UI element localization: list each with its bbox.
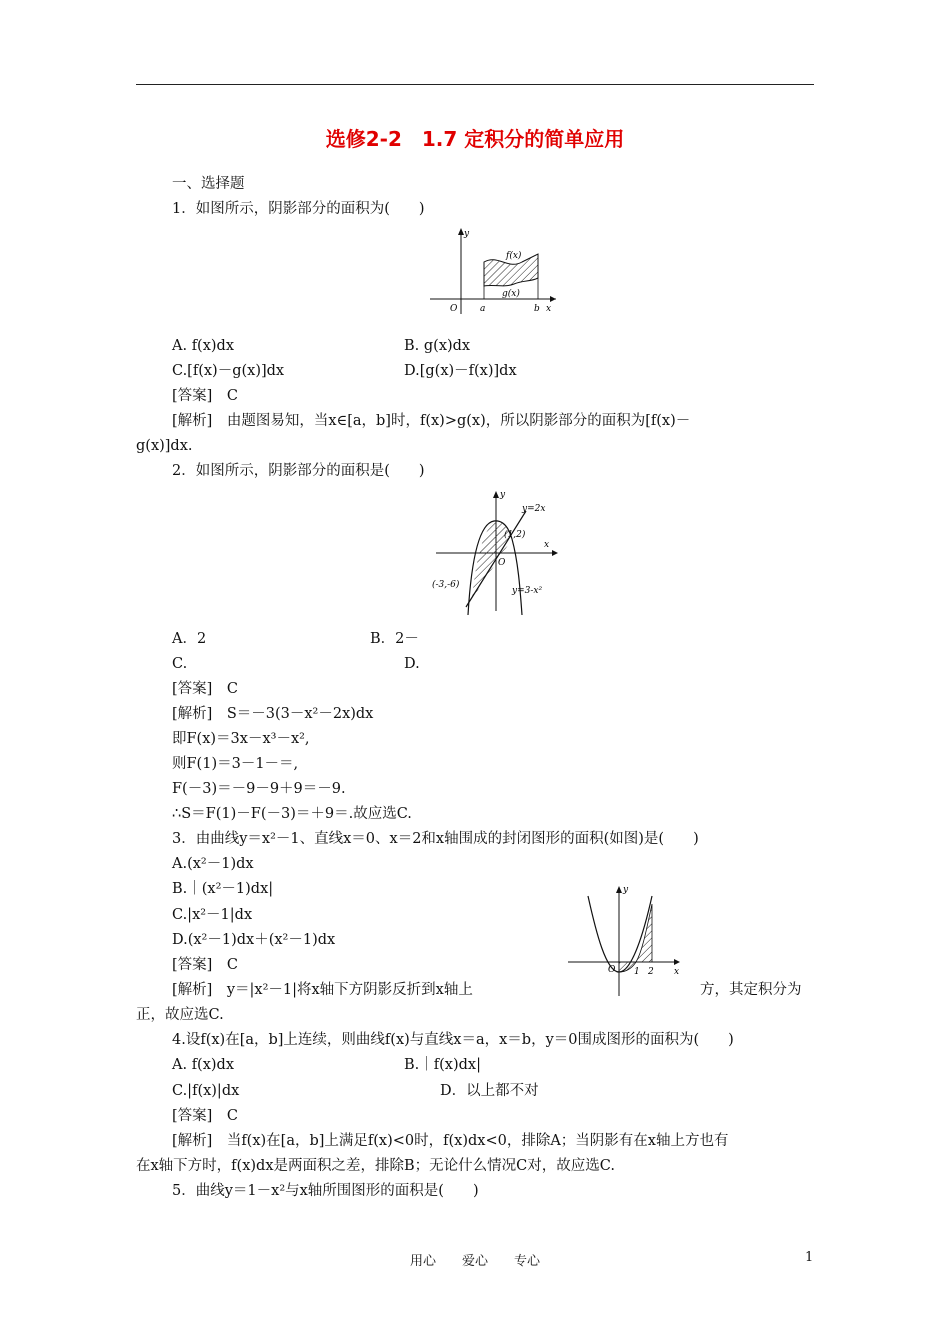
q1-fig-a: a (480, 304, 486, 314)
q4-analysis-line2: 在x轴下方时，f(x)dx是两面积之差，排除B；无论什么情况C对，故应选C. (136, 1158, 615, 1174)
q1-option-b: B. g(x)dx (404, 338, 471, 354)
page-number: 1 (805, 1250, 814, 1265)
q3-option-d: D.(x²－1)dx＋(x²－1)dx (172, 932, 336, 948)
q4-analysis-line1: [解析] 当f(x)在[a，b]上满足f(x)<0时，f(x)dx<0，排除A；当阴影有在x轴上方也有 (172, 1133, 729, 1149)
q4-option-a: A. f(x)dx (172, 1057, 235, 1073)
q1-fig-b: b (534, 304, 540, 314)
q2-option-b: B．2－ (370, 631, 419, 647)
q1-fig-g: g(x) (502, 289, 520, 299)
q1-answer: [答案] C (172, 388, 238, 404)
q3-fig-x: x (674, 967, 680, 977)
q3-option-c: C.|x²－1|dx (172, 907, 253, 923)
header-rule (136, 84, 814, 85)
q3-analysis-line1-end: 方，其定积分为 (700, 982, 802, 998)
q1-option-c: C.[f(x)－g(x)]dx (172, 363, 285, 379)
q1-fig-f: f(x) (506, 251, 522, 261)
q3-fig-origin: O (608, 965, 616, 975)
q2-option-c: C. (172, 656, 188, 672)
q5-stem: 5．曲线y＝1－x²与x轴所围图形的面积是( ) (172, 1183, 479, 1199)
footer-text: 用心 爱心 专心 (409, 1254, 540, 1269)
q4-answer: [答案] C (172, 1108, 238, 1124)
q1-fig-origin: O (450, 304, 458, 314)
q3-option-a: A.(x²－1)dx (172, 856, 254, 872)
q2-analysis-line4: F(－3)＝－9－9＋9＝－9. (172, 781, 346, 797)
q1-analysis-line1: [解析] 由题图易知，当x∈[a，b]时，f(x)>g(x)，所以阴影部分的面积为[f(x)－ (172, 413, 691, 429)
q2-answer: [答案] C (172, 681, 238, 697)
section-heading: 一、选择题 (172, 176, 245, 192)
q2-fig-x: x (544, 540, 550, 550)
q1-option-a: A. f(x)dx (172, 338, 235, 354)
q2-analysis-line1: [解析] S＝－3(3－x²－2x)dx (172, 706, 374, 722)
q1-fig-y: y (464, 229, 470, 239)
q2-fig-point1: (1,2) (504, 530, 526, 540)
q2-analysis-line5: ∴S＝F(1)－F(－3)＝＋9＝.故应选C. (172, 806, 412, 822)
q2-stem: 2．如图所示，阴影部分的面积是( ) (172, 463, 425, 479)
q2-analysis-line3: 则F(1)＝3－1－＝, (172, 756, 299, 772)
q2-fig-curve: y=3-x² (512, 586, 543, 596)
q3-fig-one: 1 (634, 967, 640, 977)
q2-fig-line: y=2x (522, 504, 546, 514)
q4-option-b: B.｜f(x)dx| (404, 1057, 481, 1073)
q3-option-b: B.｜(x²－1)dx| (172, 881, 274, 897)
q4-option-d: D．以上都不对 (440, 1083, 539, 1099)
q3-analysis-line2: 正，故应选C. (136, 1007, 224, 1023)
q2-option-d: D. (404, 656, 420, 672)
q4-option-c: C.|f(x)|dx (172, 1083, 240, 1099)
q1-option-d: D.[g(x)－f(x)]dx (404, 363, 517, 379)
q2-figure (432, 487, 568, 617)
q3-answer: [答案] C (172, 957, 238, 973)
q1-stem: 1．如图所示，阴影部分的面积为( ) (172, 201, 425, 217)
q4-stem: 4.设f(x)在[a，b]上连续，则曲线f(x)与直线x＝a，x＝b，y＝0围成图形的面积为( ) (172, 1032, 734, 1048)
page-title: 选修2-2 1.7 定积分的简单应用 (325, 127, 625, 151)
q2-fig-origin: O (498, 558, 506, 568)
q3-analysis-line1: [解析] y＝|x²－1|将x轴下方阴影反折到x轴上 (172, 982, 473, 998)
q1-figure (428, 226, 560, 318)
q1-analysis-line2: g(x)]dx. (136, 438, 193, 454)
q3-figure (566, 882, 690, 1000)
q2-fig-y: y (500, 490, 506, 500)
q2-option-a: A．2 (172, 631, 207, 647)
q3-fig-two: 2 (648, 967, 654, 977)
q3-stem: 3．由曲线y＝x²－1、直线x＝0、x＝2和x轴围成的封闭图形的面积(如图)是( ) (172, 831, 699, 847)
q1-fig-x: x (546, 304, 552, 314)
q3-fig-y: y (623, 885, 629, 895)
q2-analysis-line2: 即F(x)＝3x－x³－x², (172, 731, 310, 747)
q2-fig-point2: (-3,-6) (432, 580, 460, 590)
